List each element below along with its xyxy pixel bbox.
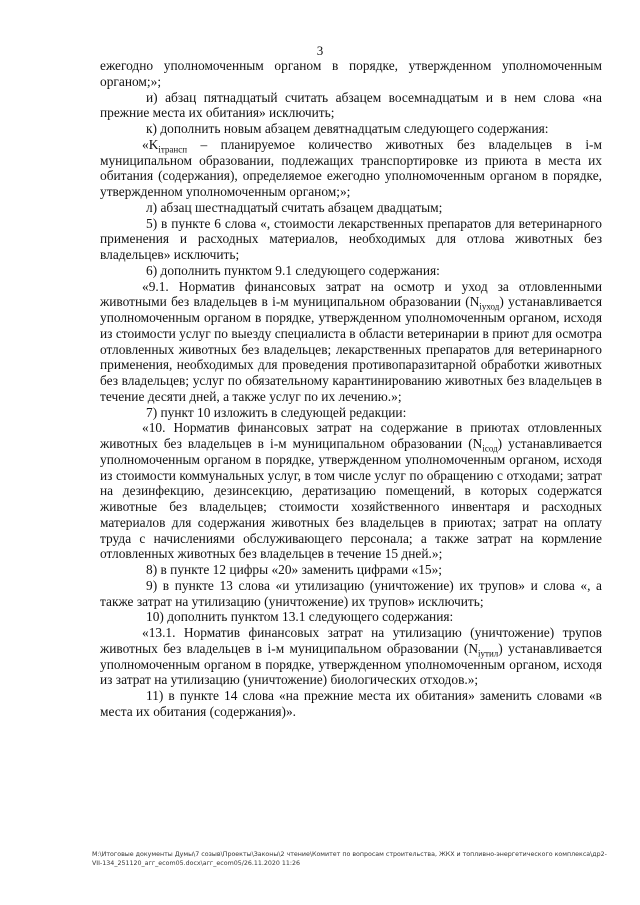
formula-subscript: iсод bbox=[482, 443, 498, 454]
paragraph: 6) дополнить пунктом 9.1 следующего содержания: bbox=[146, 262, 440, 278]
page-number: 3 bbox=[316, 43, 324, 58]
paragraph-text: – планируемое количество животных без владельцев в i-м муниципальном образовании, подлежащих транспортировке из приюта в места их обитания (содержания), определяемое ежегодно уполномоченным органом в порядке, утвержденном уполномоченным органом;»; bbox=[100, 136, 602, 199]
paragraph-text: устанавливается уполномоченным органом в порядке, утвержденном уполномоченным органом, исходя из стоимости коммунальных услуг, в том числе услуг по обращению с отходами; затрат на дезинфекцию, дезинсекцию, дератизацию помещений, в которых содержатся животные без владельцев; стоимости хозяйственного инвентаря и расходных материалов для содержания животных без владельцев в приютах; затрат на оплату труда с начислениями обслуживающего персонала; а также затрат на кормление отловленных животных без владельцев в течение 15 дней.»; bbox=[100, 436, 602, 562]
formula-subscript: iтрансп bbox=[158, 144, 188, 155]
paragraph: 7) пункт 10 изложить в следующей редакции: bbox=[146, 404, 407, 420]
paragraph-text: устанавливается уполномоченным органом в порядке, утвержденном уполномоченным органом, исходя из затрат на утилизацию (уничтожение) биологических отходов.»; bbox=[100, 640, 602, 688]
formula-symbol: K bbox=[148, 136, 159, 152]
document-body bbox=[100, 58, 602, 720]
paragraph-text: устанавливается уполномоченным органом в порядке, утвержденном уполномоченным органом, исходя из стоимости услуг по выезду специалиста в области ветеринарии в приют для осмотра отловленных животных без владельцев; лекарственных препаратов для ветеринарного применения, необходимых для проведения противопаразитарной обработки животных без владельцев; услуг по обязательному карантинированию животных без владельцев в течение десяти дней, а также услуг по их лечению.»; bbox=[100, 294, 602, 404]
paragraph-norm-10 bbox=[100, 420, 602, 562]
footer-line: VII-134_251120_агг_ecom05.docx\агг_ecom05/26.11.2020 11:26 bbox=[92, 860, 301, 867]
paragraph: ежегодно уполномоченным органом в порядке, утвержденном уполномоченным органом;»; bbox=[100, 58, 602, 89]
paragraph-norm-9-1 bbox=[100, 279, 602, 405]
formula-lead: «13.1. Норматив финансовых затрат на утилизацию (уничтожение) трупов животных без владельцев в i-м муниципальном образовании (N bbox=[100, 625, 602, 656]
paragraph: 10) дополнить пунктом 13.1 следующего содержания: bbox=[146, 609, 454, 625]
file-path-footer bbox=[92, 850, 612, 868]
formula-lead: «10. Норматив финансовых затрат на содержание в приютах отловленных животных без владельцев в i-м муниципальном образовании (N bbox=[100, 420, 602, 451]
formula-tail: ) bbox=[499, 294, 504, 310]
paragraph: 8) в пункте 12 цифры «20» заменить цифрами «15»; bbox=[146, 562, 443, 577]
paragraph-norm-13-1 bbox=[100, 625, 602, 688]
footer-line: M:\Итоговые документы Думы\7 созыв\Проекты\Законы\2 чтение\Комитет по вопросам строительства, ЖКХ и топливно-энергетического комплекса\др2- bbox=[92, 851, 607, 858]
paragraph: л) абзац шестнадцатый считать абзацем двадцатым; bbox=[146, 199, 443, 215]
paragraph: 5) в пункте 6 слова «, стоимости лекарственных препаратов для ветеринарного применения и расходных материалов, необходимых для отлова животных без владельцев» исключить; bbox=[100, 215, 602, 262]
paragraph: и) абзац пятнадцатый считать абзацем восемнадцатым и в нем слова «на прежние места их обитания» исключить; bbox=[100, 89, 602, 121]
paragraph: к) дополнить новым абзацем девятнадцатым следующего содержания: bbox=[146, 121, 549, 136]
paragraph: 11) в пункте 14 слова «на прежние места их обитания» заменить словами «в места их обитания (содержания)». bbox=[100, 688, 602, 719]
formula-tail: ) bbox=[497, 436, 503, 451]
paragraph-formula-k: «$K_{iтрансп}$ – планируемое количество животных без владельцев в i-м муниципальном образовании, подлежащих транспортировке из приюта в места их обитания (содержания), определяемое ежегодно уполномоченным органом в порядке, утвержденном уполномоченным органом;»; bbox=[100, 136, 602, 199]
formula-lead: «9.1. Норматив финансовых затрат на осмотр и уход за отловленными животными без владельцев в i-м муниципальном образовании (N bbox=[100, 278, 602, 310]
formula-tail: ) bbox=[498, 640, 503, 656]
paragraph: 9) в пункте 13 слова «и утилизацию (уничтожение) их трупов» и слова «, а также затрат на утилизацию (уничтожение) их трупов» исключить; bbox=[100, 577, 602, 609]
formula-subscript: iуход bbox=[479, 301, 500, 312]
formula-subscript: iутил bbox=[478, 648, 499, 659]
